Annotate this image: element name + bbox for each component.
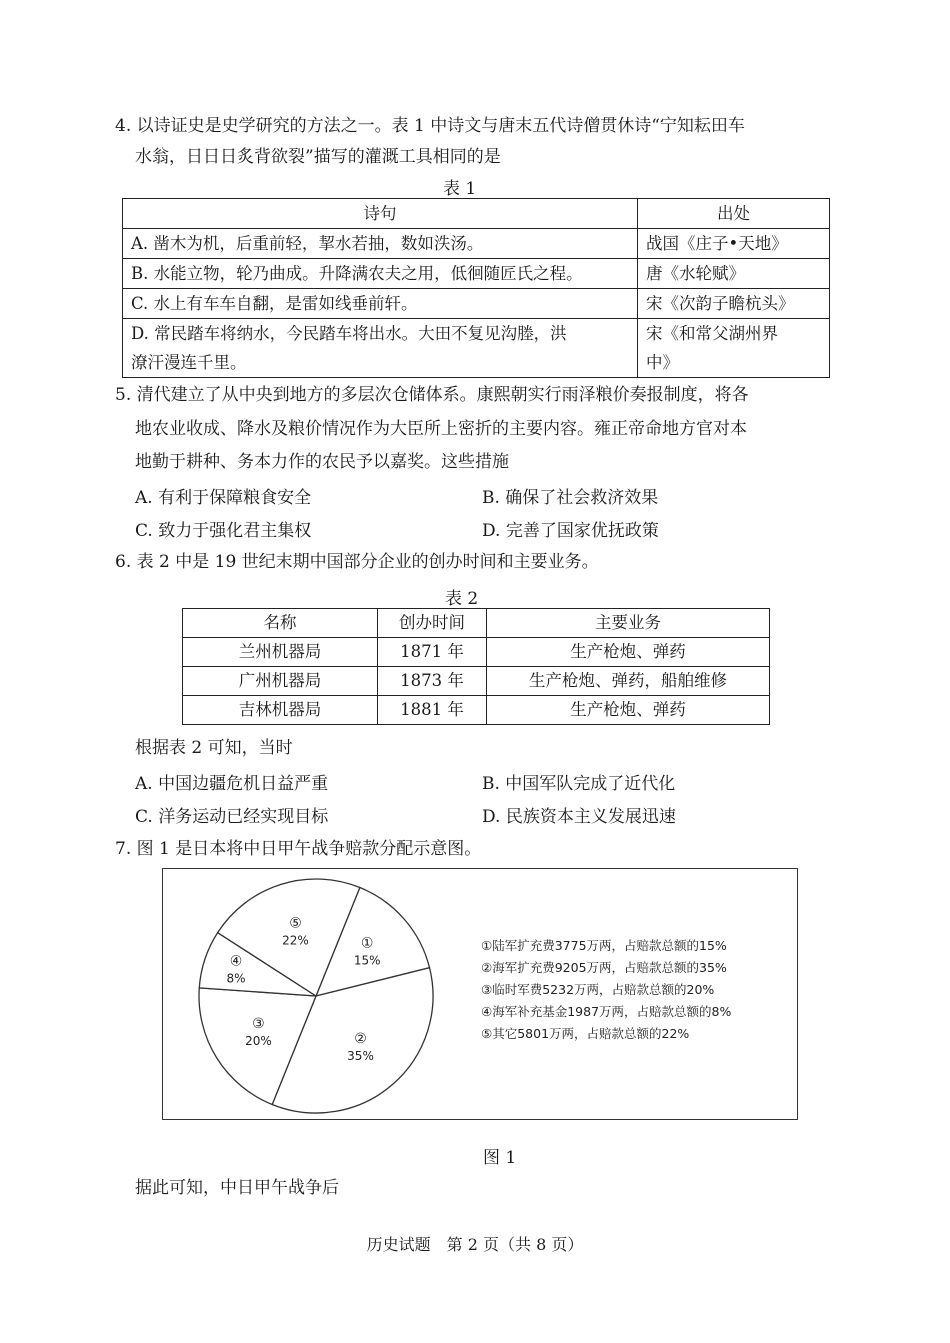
table-row: [183, 638, 770, 667]
q6-option-d: D. 民族资本主义发展迅速: [482, 807, 676, 827]
table1-header-poem: 诗句: [123, 199, 638, 229]
table1-poem-c: C. 水上有车车自翻，是雷如线垂前轩。: [123, 289, 638, 319]
table-row: [183, 667, 770, 696]
pie-slice-pct-5: 22%: [282, 933, 309, 948]
table2-header-name: 名称: [183, 609, 378, 638]
table2-name: 吉林机器局: [183, 696, 378, 725]
page-footer: 历史试题 第 2 页（共 8 页）: [366, 1235, 584, 1254]
figure1-caption: 图 1: [483, 1148, 517, 1168]
q6-stem-line2: 根据表 2 可知，当时: [135, 738, 293, 758]
table2-header-row: [183, 609, 770, 638]
pie-slice-pct-4: 8%: [226, 971, 246, 986]
table2-header-year: 创办时间: [378, 609, 487, 638]
q5-option-c: C. 致力于强化君主集权: [135, 521, 312, 541]
table2: [182, 608, 770, 725]
table2-year: 1873 年: [378, 667, 487, 696]
table2-business: 生产枪炮、弹药，船舶维修: [487, 667, 770, 696]
legend-item-5: ⑤其它5801万两，占赔款总额的22%: [481, 1026, 690, 1041]
q5-option-a: A. 有利于保障粮食安全: [135, 488, 312, 508]
q4-stem-line2: 水翁，日日日炙背欲裂”描写的灌溉工具相同的是: [135, 147, 501, 167]
q6-stem-line1: 6. 表 2 中是 19 世纪末期中国部分企业的创办时间和主要业务。: [115, 552, 599, 572]
q6-option-a: A. 中国边疆危机日益严重: [135, 774, 329, 794]
table1-header-row: [123, 199, 830, 229]
q7-stem-line2: 据此可知，中日甲午战争后: [135, 1178, 339, 1198]
table1-poem-d: [123, 319, 638, 378]
table1: [122, 198, 830, 378]
table-row: [123, 289, 830, 319]
table1-poem-d-line2: 潦汗漫连千里。: [131, 353, 247, 372]
table1-source-d-line1: 宋《和常父湖州界: [646, 324, 778, 343]
table1-source-a: 战国《庄子•天地》: [638, 229, 830, 259]
figure1-chart: [162, 868, 798, 1120]
table1-source-d: [638, 319, 830, 378]
table2-business: 生产枪炮、弹药: [487, 696, 770, 725]
table2-name: 广州机器局: [183, 667, 378, 696]
table2-name: 兰州机器局: [183, 638, 378, 667]
q5-option-d: D. 完善了国家优抚政策: [482, 521, 659, 541]
table1-poem-d-line1: D. 常民踏车将纳水，今民踏车将出水。大田不复见沟塍，洪: [131, 324, 567, 343]
pie-slice-pct-3: 20%: [245, 1033, 272, 1048]
table-row: [183, 696, 770, 725]
chart-legend: [481, 935, 731, 1045]
table-row: [123, 319, 830, 378]
q4-stem-line1: 4. 以诗证史是史学研究的方法之一。表 1 中诗文与唐末五代诗僧贯休诗“宁知耘田车: [115, 116, 745, 136]
table-row: [123, 229, 830, 259]
table2-header-business: 主要业务: [487, 609, 770, 638]
table-row: [123, 259, 830, 289]
q6-option-c: C. 洋务运动已经实现目标: [135, 807, 329, 827]
legend-item-4: ④海军补充基金1987万两，占赔款总额的8%: [481, 1004, 732, 1019]
q5-stem-line2: 地农业收成、降水及粮价情况作为大臣所上密折的主要内容。雍正帝命地方官对本: [135, 419, 747, 439]
legend-item-1: ①陆军扩充费3775万两，占赔款总额的15%: [481, 938, 727, 953]
pie-slice-label-4: ④: [229, 953, 243, 970]
table1-source-b: 唐《水轮赋》: [638, 259, 830, 289]
q7-stem-line1: 7. 图 1 是日本将中日甲午战争赔款分配示意图。: [115, 839, 482, 859]
table1-poem-a: A. 凿木为机，后重前轻，挈水若抽，数如泆汤。: [123, 229, 638, 259]
legend-item-3: ③临时军费5232万两，占赔款总额的20%: [481, 982, 715, 997]
pie-slice-label-1: ①: [360, 935, 374, 952]
q5-stem-line1: 5. 清代建立了从中央到地方的多层次仓储体系。康熙朝实行雨泽粮价奏报制度，将各: [115, 385, 749, 405]
table1-poem-b: B. 水能立物，轮乃曲成。升降满农夫之用，低徊随匠氏之程。: [123, 259, 638, 289]
table1-caption: 表 1: [443, 179, 477, 199]
pie-slice-label-5: ⑤: [289, 915, 302, 932]
table1-source-c: 宋《次韵子瞻杭头》: [638, 289, 830, 319]
table2-year: 1881 年: [378, 696, 487, 725]
pie-slice-label-3: ③: [252, 1015, 265, 1032]
table2-business: 生产枪炮、弹药: [487, 638, 770, 667]
pie-slice-pct-1: 15%: [353, 953, 381, 968]
table2-caption: 表 2: [445, 589, 479, 609]
table1-source-d-line2: 中》: [646, 353, 679, 372]
pie-slice-label-2: ②: [354, 1031, 367, 1048]
table1-header-source: 出处: [638, 199, 830, 229]
pie-slice-pct-2: 35%: [347, 1049, 374, 1064]
q5-option-b: B. 确保了社会救济效果: [482, 488, 659, 508]
q5-stem-line3: 地勤于耕种、务本力作的农民予以嘉奖。这些措施: [135, 452, 509, 472]
q6-option-b: B. 中国军队完成了近代化: [482, 774, 676, 794]
table2-year: 1871 年: [378, 638, 487, 667]
legend-item-2: ②海军扩充费9205万两，占赔款总额的35%: [481, 960, 727, 975]
